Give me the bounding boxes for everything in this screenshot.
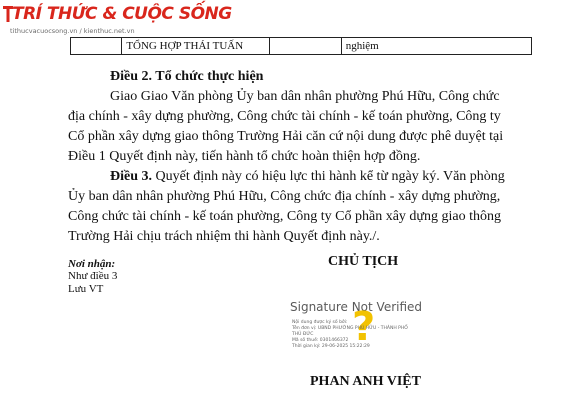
- digital-signature-block[interactable]: [286, 300, 466, 360]
- signature-detail: Tên đơn vị: UBND PHƯỜNG PHÚ HỮU - THÀNH PHỐ: [292, 326, 408, 331]
- table-cell: TỔNG HỢP THÁI TUẤN: [122, 38, 270, 55]
- table-row: [71, 38, 532, 55]
- table-cell: nghiệm: [341, 38, 531, 55]
- signer-name: PHAN ANH VIỆT: [310, 374, 421, 389]
- signature-detail: THỦ ĐỨC: [292, 332, 314, 337]
- logo-url: tithucvacuocsong.vn / kienthuc.net.vn: [10, 27, 135, 35]
- article-2-line-4: Điều 1 Quyết định này, tiến hành tổ chức hoàn thiện hợp đồng.: [68, 149, 421, 164]
- question-mark-icon: ?: [352, 304, 376, 350]
- article-3-line-3: Công chức tài chính - kế toán phường, Công ty Cổ phần xây dựng giao thông: [68, 209, 501, 224]
- article-2-line-2: địa chính - xây dựng phường, Công chức tài chính - kế toán phường, Công ty: [68, 109, 501, 124]
- summary-table-row: [70, 37, 532, 55]
- site-logo[interactable]: [2, 2, 232, 42]
- signature-detail: Thời gian ký: 29-06-2025 15:22:29: [292, 344, 370, 349]
- article-2-heading: [68, 67, 531, 87]
- signer-title: CHỦ TỊCH: [328, 254, 399, 269]
- table-cell: [270, 38, 341, 55]
- article-3-line-2: Ủy ban dân nhân phường Phú Hữu, Công chức địa chính - xây dựng phường,: [68, 189, 501, 204]
- signature-status: Signature Not Verified: [290, 300, 423, 314]
- recipient-item: Như điều 3: [68, 270, 118, 282]
- recipients-label: Nơi nhận:: [68, 258, 116, 270]
- article-3-first-line: Quyết định này có hiệu lực thi hành kể từ ngày ký. Văn phòng: [152, 169, 505, 184]
- article-3-line-1: [68, 167, 531, 187]
- article-3-label: Điều 3.: [110, 169, 152, 184]
- article-3-line-4: Trường Hải chịu trách nhiệm thi hành Quyết định này./.: [68, 229, 380, 244]
- signature-detail: Nội dung được ký số bởi:: [292, 320, 348, 325]
- logo-text: TRÍ THỨC & CUỘC SỐNG: [12, 4, 232, 24]
- article-2-heading-text: Điều 2. Tổ chức thực hiện: [110, 69, 264, 84]
- signature-detail: Mã số thuế: 0301466372: [292, 338, 349, 343]
- article-2-line-3: Cổ phần xây dựng giao thông Trường Hải căn cứ nội dung được phê duyệt tại: [68, 129, 504, 144]
- table-cell: [71, 38, 122, 55]
- article-2-line-1: Giao Giao Văn phòng Ủy ban dân nhân phường Phú Hữu, Công chức: [110, 89, 500, 104]
- recipient-item: Lưu VT: [68, 283, 104, 295]
